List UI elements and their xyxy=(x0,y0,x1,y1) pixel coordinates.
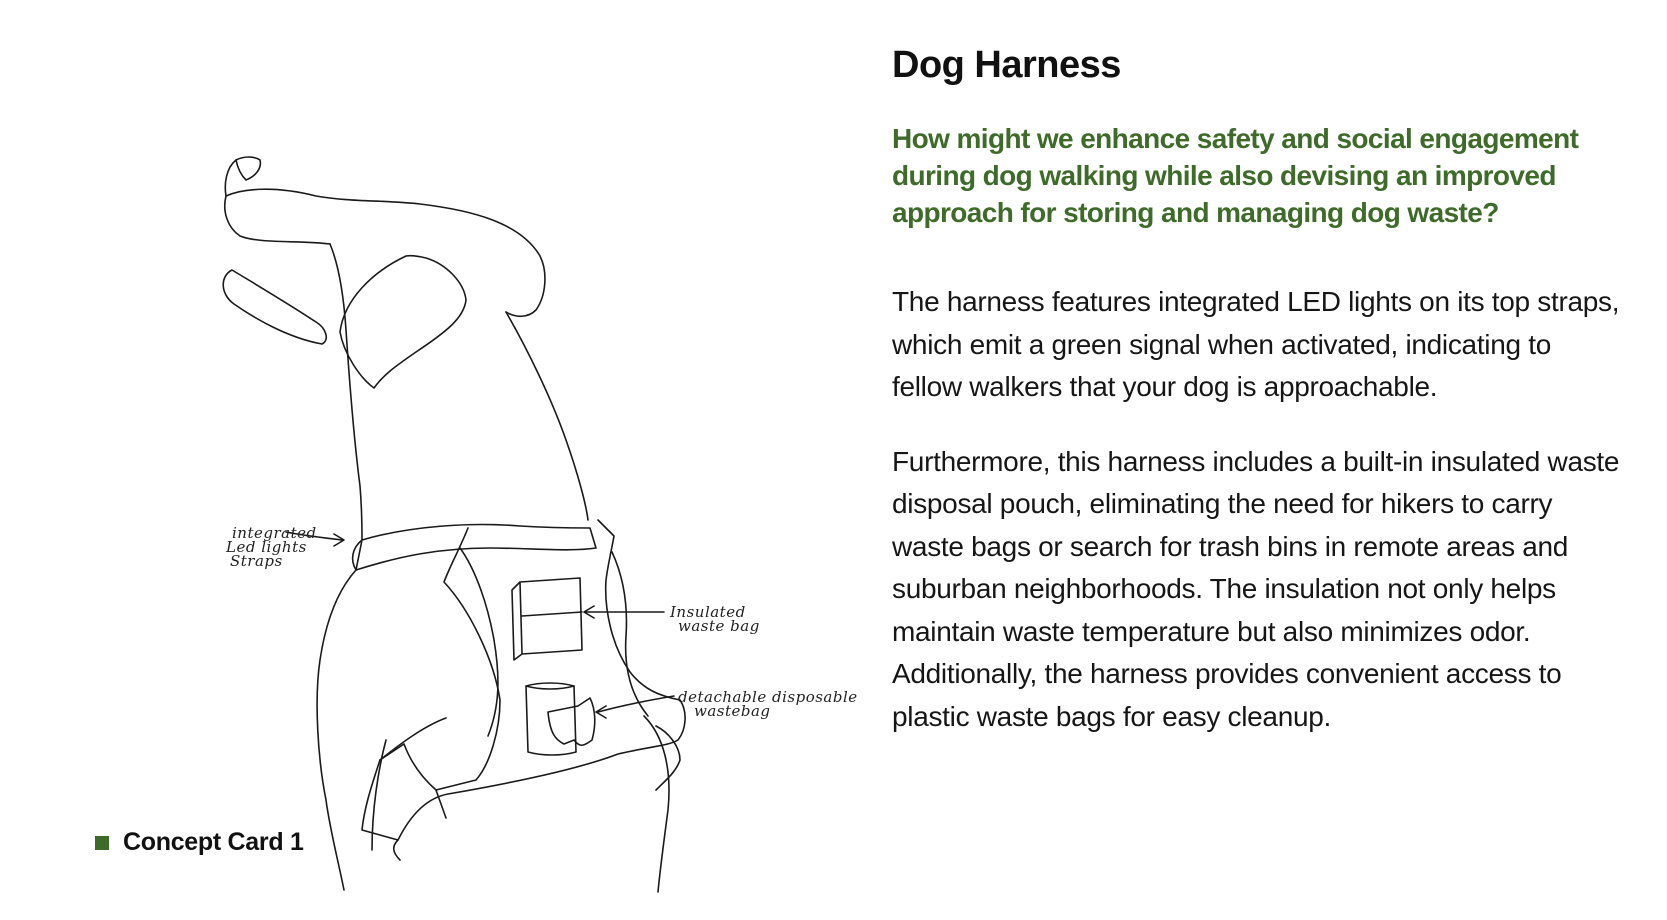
concept-card-text: Concept Card 1 xyxy=(123,828,304,856)
content-column xyxy=(892,44,1622,738)
annotation-line: Led lights xyxy=(226,538,307,556)
harness-inner xyxy=(460,548,648,736)
dog-belly xyxy=(644,716,669,892)
annotation-detachable-bag xyxy=(678,690,878,718)
bag-holder xyxy=(526,683,576,755)
dog-chest xyxy=(317,570,356,890)
description-paragraph: The harness features integrated LED lights on its top straps, which emit a green signal when activated, indicating to fellow walkers that your dog is approachable. xyxy=(892,286,1620,402)
annotation-line: Straps xyxy=(230,552,283,570)
annotation-line: detachable disposable xyxy=(678,688,858,706)
insulated-box xyxy=(512,578,582,660)
dog-neck-back xyxy=(506,312,588,520)
dog-head-top xyxy=(225,160,545,316)
harness-body xyxy=(362,520,685,840)
annotation-led-straps xyxy=(226,524,342,570)
harness-collar xyxy=(356,525,596,570)
dog-jaw xyxy=(225,196,330,244)
card-bullet-square xyxy=(95,836,109,850)
annotation-line: Insulated xyxy=(670,603,746,621)
annotation-line: integrated xyxy=(232,524,317,542)
description-paragraph: Furthermore, this harness includes a built-in insulated waste disposal pouch, eliminating the need for hikers to carry waste bags or search for trash bins in remote areas and suburban neighborhoods. The insulation not only helps maintain waste temperature but also minimizes odor. Additionally, the harness provides convenient access to plastic waste bags for easy cleanup. xyxy=(892,445,1620,732)
harness-bottom-strap xyxy=(394,790,446,860)
arrow-detachable xyxy=(596,696,674,718)
annotation-insulated-bag xyxy=(670,605,780,633)
bag-flap xyxy=(548,698,595,745)
concept-card-label xyxy=(95,828,304,857)
annotation-line: waste bag xyxy=(678,617,760,635)
annotation-line: wastebag xyxy=(694,702,771,720)
dog-leg xyxy=(372,718,446,850)
dog-ear-left xyxy=(223,270,326,344)
how-might-we-question: How might we enhance safety and social engagement during dog walking while also devising an improved approach for storing and managing dog waste? xyxy=(892,123,1579,228)
page-title: Dog Harness xyxy=(892,44,1121,86)
arrow-insulated xyxy=(584,606,664,618)
dog-ear-right xyxy=(340,256,466,388)
dog-neck-front xyxy=(330,244,362,540)
dog-snout xyxy=(236,157,260,180)
